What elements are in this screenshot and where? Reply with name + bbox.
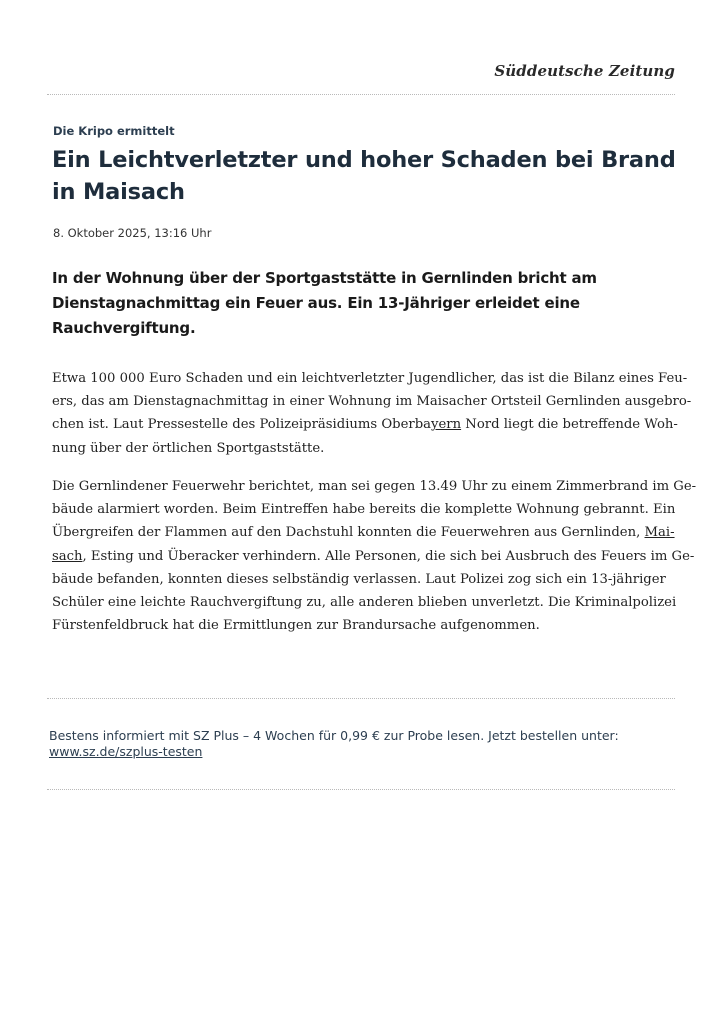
- article-lead: In der Wohnung über der Sportgaststätte in Gernlinden bricht am Dienstagnachmittag ein Feuer aus. Ein 13-Jähriger erleidet eine Rauchvergiftung.: [52, 269, 597, 337]
- paragraph-line: [52, 521, 675, 544]
- maisach-link-continued[interactable]: sach: [52, 548, 83, 564]
- paragraph-line: Fürstenfeldbruck hat die Ermittlungen zur Brandursache aufgenommen.: [52, 618, 540, 634]
- sz-plus-promo: [49, 728, 669, 760]
- text-segment: Übergreifen der Flammen auf den Dachstuhl konnten die Feuerwehren aus Gernlinden,: [52, 525, 645, 541]
- promo-text: Bestens informiert mit SZ Plus – 4 Wochen für 0,99 € zur Probe lesen. Jetzt bestellen unter:: [49, 728, 619, 743]
- paragraph-line: nung über der örtlichen Sportgaststätte.: [52, 440, 325, 456]
- paragraph-line: bäude alarmiert worden. Beim Eintreffen habe bereits die komplette Wohnung gebrannt. Ein: [52, 502, 676, 518]
- masthead-logo: Süddeutsche Zeitung: [494, 62, 675, 80]
- paragraph-line: bäude befanden, konnten dieses selbständig verlassen. Laut Polizei zog sich ein 13-jähriger: [52, 571, 666, 587]
- promo-divider-top: [47, 698, 675, 699]
- maisach-link[interactable]: Mai-: [644, 525, 675, 541]
- oberbayern-link[interactable]: yern: [431, 417, 462, 433]
- promo-link[interactable]: www.sz.de/szplus-testen: [49, 744, 203, 759]
- text-segment: chen ist. Laut Pressestelle des Polizeipräsidiums Oberba: [52, 417, 432, 433]
- paragraph-line: Die Gernlindener Feuerwehr berichtet, man sei gegen 13.49 Uhr zu einem Zimmerbrand im Ge-: [52, 479, 697, 494]
- article-paragraph-1: [52, 367, 692, 460]
- text-segment: , Esting und Überacker verhindern. Alle Personen, die sich bei Ausbruch des Feuers im Ge-: [82, 548, 695, 564]
- paragraph-line: ers, das am Dienstagnachmittag in einer Wohnung im Maisacher Ortsteil Gernlinden ausgebro-: [52, 394, 692, 410]
- paragraph-line: [52, 413, 678, 436]
- paragraph-line: Schüler eine leichte Rauchvergiftung zu, alle anderen blieben unverletzt. Die Kriminalpolizei: [52, 595, 677, 611]
- paragraph-line: Etwa 100 000 Euro Schaden und ein leichtverletzter Jugendlicher, das ist die Bilanz eines Feu-: [52, 371, 688, 386]
- article-headline: Ein Leichtverletzter und hoher Schaden bei Brand in Maisach: [52, 147, 676, 205]
- article-kicker: Die Kripo ermittelt: [53, 124, 175, 138]
- text-segment: Nord liegt die betreffende Woh-: [461, 417, 678, 433]
- article-paragraph-2: [52, 475, 697, 637]
- article-date: 8. Oktober 2025, 13:16 Uhr: [53, 226, 212, 240]
- paragraph-line: [52, 545, 695, 568]
- promo-divider-bottom: [47, 789, 675, 790]
- header-divider: [47, 94, 675, 95]
